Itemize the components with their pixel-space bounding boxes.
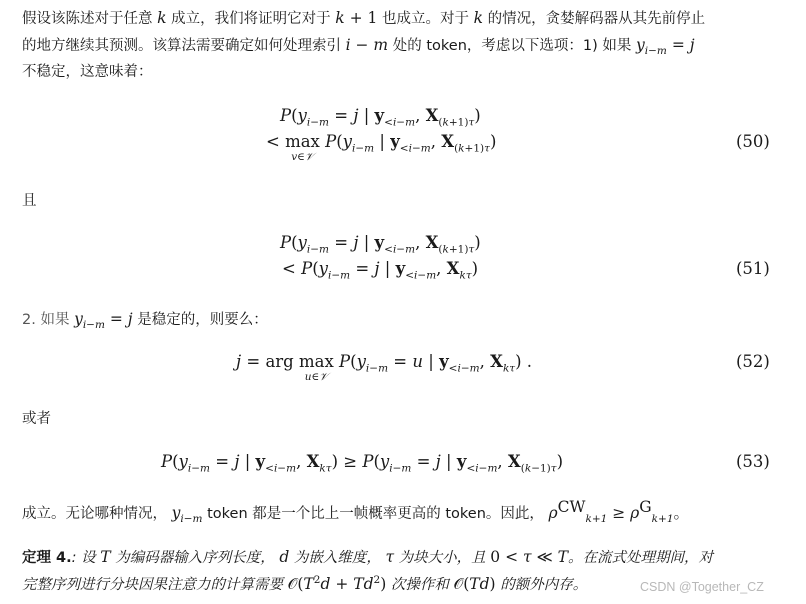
math-complexity-ops: $𝒪(T^2d + Td^2)$ [287, 573, 387, 593]
math-y-i-minus-m-eq-j: $y_{i-m}$ [636, 36, 667, 58]
intro-text-2: 成立，我们将证明它对于 [171, 11, 331, 27]
math-k: k [157, 9, 167, 27]
and-text: 且 [22, 193, 37, 209]
intro-text-5: 的地方继续其预测。该算法需要确定如何处理索引 [22, 38, 341, 54]
theorem-text-6: 完整序列进行分块因果注意力的计算需要 [22, 577, 283, 593]
equation-52-number: (52) [736, 352, 770, 371]
or-text: 或者 [22, 411, 51, 427]
math-d: d [279, 548, 290, 566]
math-y-i-minus-m-eq-j: $y_{i-m}$ [74, 310, 105, 332]
conclusion-paragraph: 成立。无论哪种情况， $y_{i-m}$ token 都是一个比上一帧概率更高的 token。因此， $\rho^{CW}_{k+1} \ge \rho^G_{k+1}$。 [22, 497, 690, 526]
math-complexity-mem: 𝒪(Td) [453, 575, 496, 593]
theorem-text-4: 为块大小，且 [398, 550, 486, 566]
watermark: CSDN @Together_CZ [640, 580, 764, 594]
math-T: T [100, 548, 111, 566]
case-2-paragraph: 2. 如果 $y_{i-m} = j$ 是稳定的，则要么： [22, 310, 268, 332]
intro-paragraph: 假设该陈述对于任意 k 成立，我们将证明它对于 k + 1 也成立。对于 k 的情况，贪婪解码器从其先前停止 的地方继续其预测。该算法需要确定如何处理索引 i − m 处的 token，考虑以下选项：1) 如果 $y_{i-m} = j$ 不稳定，这意味着： [22, 9, 706, 80]
theorem-text-1: : 设 [71, 550, 96, 566]
intro-text-3: 也成立。对于 [381, 11, 469, 27]
intro-text-7: 不稳定，这意味着： [22, 64, 153, 80]
equation-50-line2: < max v∈𝒱 $P(y_{i-m}$ | $y_{<i-m}$, $X_{(k+1)\tau}$) [266, 132, 497, 163]
equation-51-line1: $P(y_{i-m} = j$ | $y_{<i-m}$, $X_{(k+1)\tau}$) [280, 233, 481, 256]
equation-51-number: (51) [736, 259, 770, 278]
math-rho-inequality: $\rho^{CW}_{k+1}$ [548, 497, 608, 526]
intro-text-6: 处的 token，考虑以下选项：1) 如果 [392, 38, 632, 54]
theorem-label: 定理 4. [22, 550, 72, 566]
math-tau-range: 0 < τ ≪ T [490, 548, 568, 566]
case-2-tail: 是稳定的，则要么： [137, 312, 268, 328]
theorem-text-3: 为嵌入维度， [293, 550, 381, 566]
equation-52: j = arg max u∈𝒱 $P(y_{i-m} = u$ | $y_{<i-m}$, $X_{k\tau}$) . [236, 352, 533, 383]
conclusion-text-1: 成立。无论哪种情况， [22, 506, 167, 522]
math-i-minus-m: i [345, 36, 351, 54]
equation-50-number: (50) [736, 132, 770, 151]
equation-53-number: (53) [736, 452, 770, 471]
equation-53: $P(y_{i-m} = j$ | $y_{<i-m}$, $X_{k\tau}) \ge P(y_{i-m} = j$ | $y_{<i-m}$, $X_{(k-1)\tau}$) [161, 452, 564, 475]
case-2-lead: 2. 如果 [22, 312, 70, 328]
theorem-text-7: 次操作和 [390, 577, 449, 593]
theorem-text-8: 的额外内存。 [500, 577, 588, 593]
equation-50-line1: $P(y_{i-m} = j$ | $y_{<i-m}$, $X_{(k+1)\tau}$) [280, 106, 481, 129]
theorem-text-2: 为编码器输入序列长度， [115, 550, 275, 566]
intro-text-1: 假设该陈述对于任意 [22, 11, 153, 27]
equation-51-line2: < $P(y_{i-m} = j$ | $y_{<i-m}$, $X_{k\tau}$) [282, 259, 479, 282]
math-tau: τ [385, 548, 395, 566]
intro-text-4: 的情况，贪婪解码器从其先前停止 [487, 11, 706, 27]
math-k-plus-1: k + 1 [335, 9, 378, 27]
math-y-i-minus-m: $y_{i-m}$ [171, 504, 203, 526]
theorem-text-5: 。在流式处理期间，对 [568, 550, 713, 566]
conclusion-text-2: token 都是一个比上一帧概率更高的 token。因此， [207, 506, 544, 522]
math-k: k [473, 9, 483, 27]
